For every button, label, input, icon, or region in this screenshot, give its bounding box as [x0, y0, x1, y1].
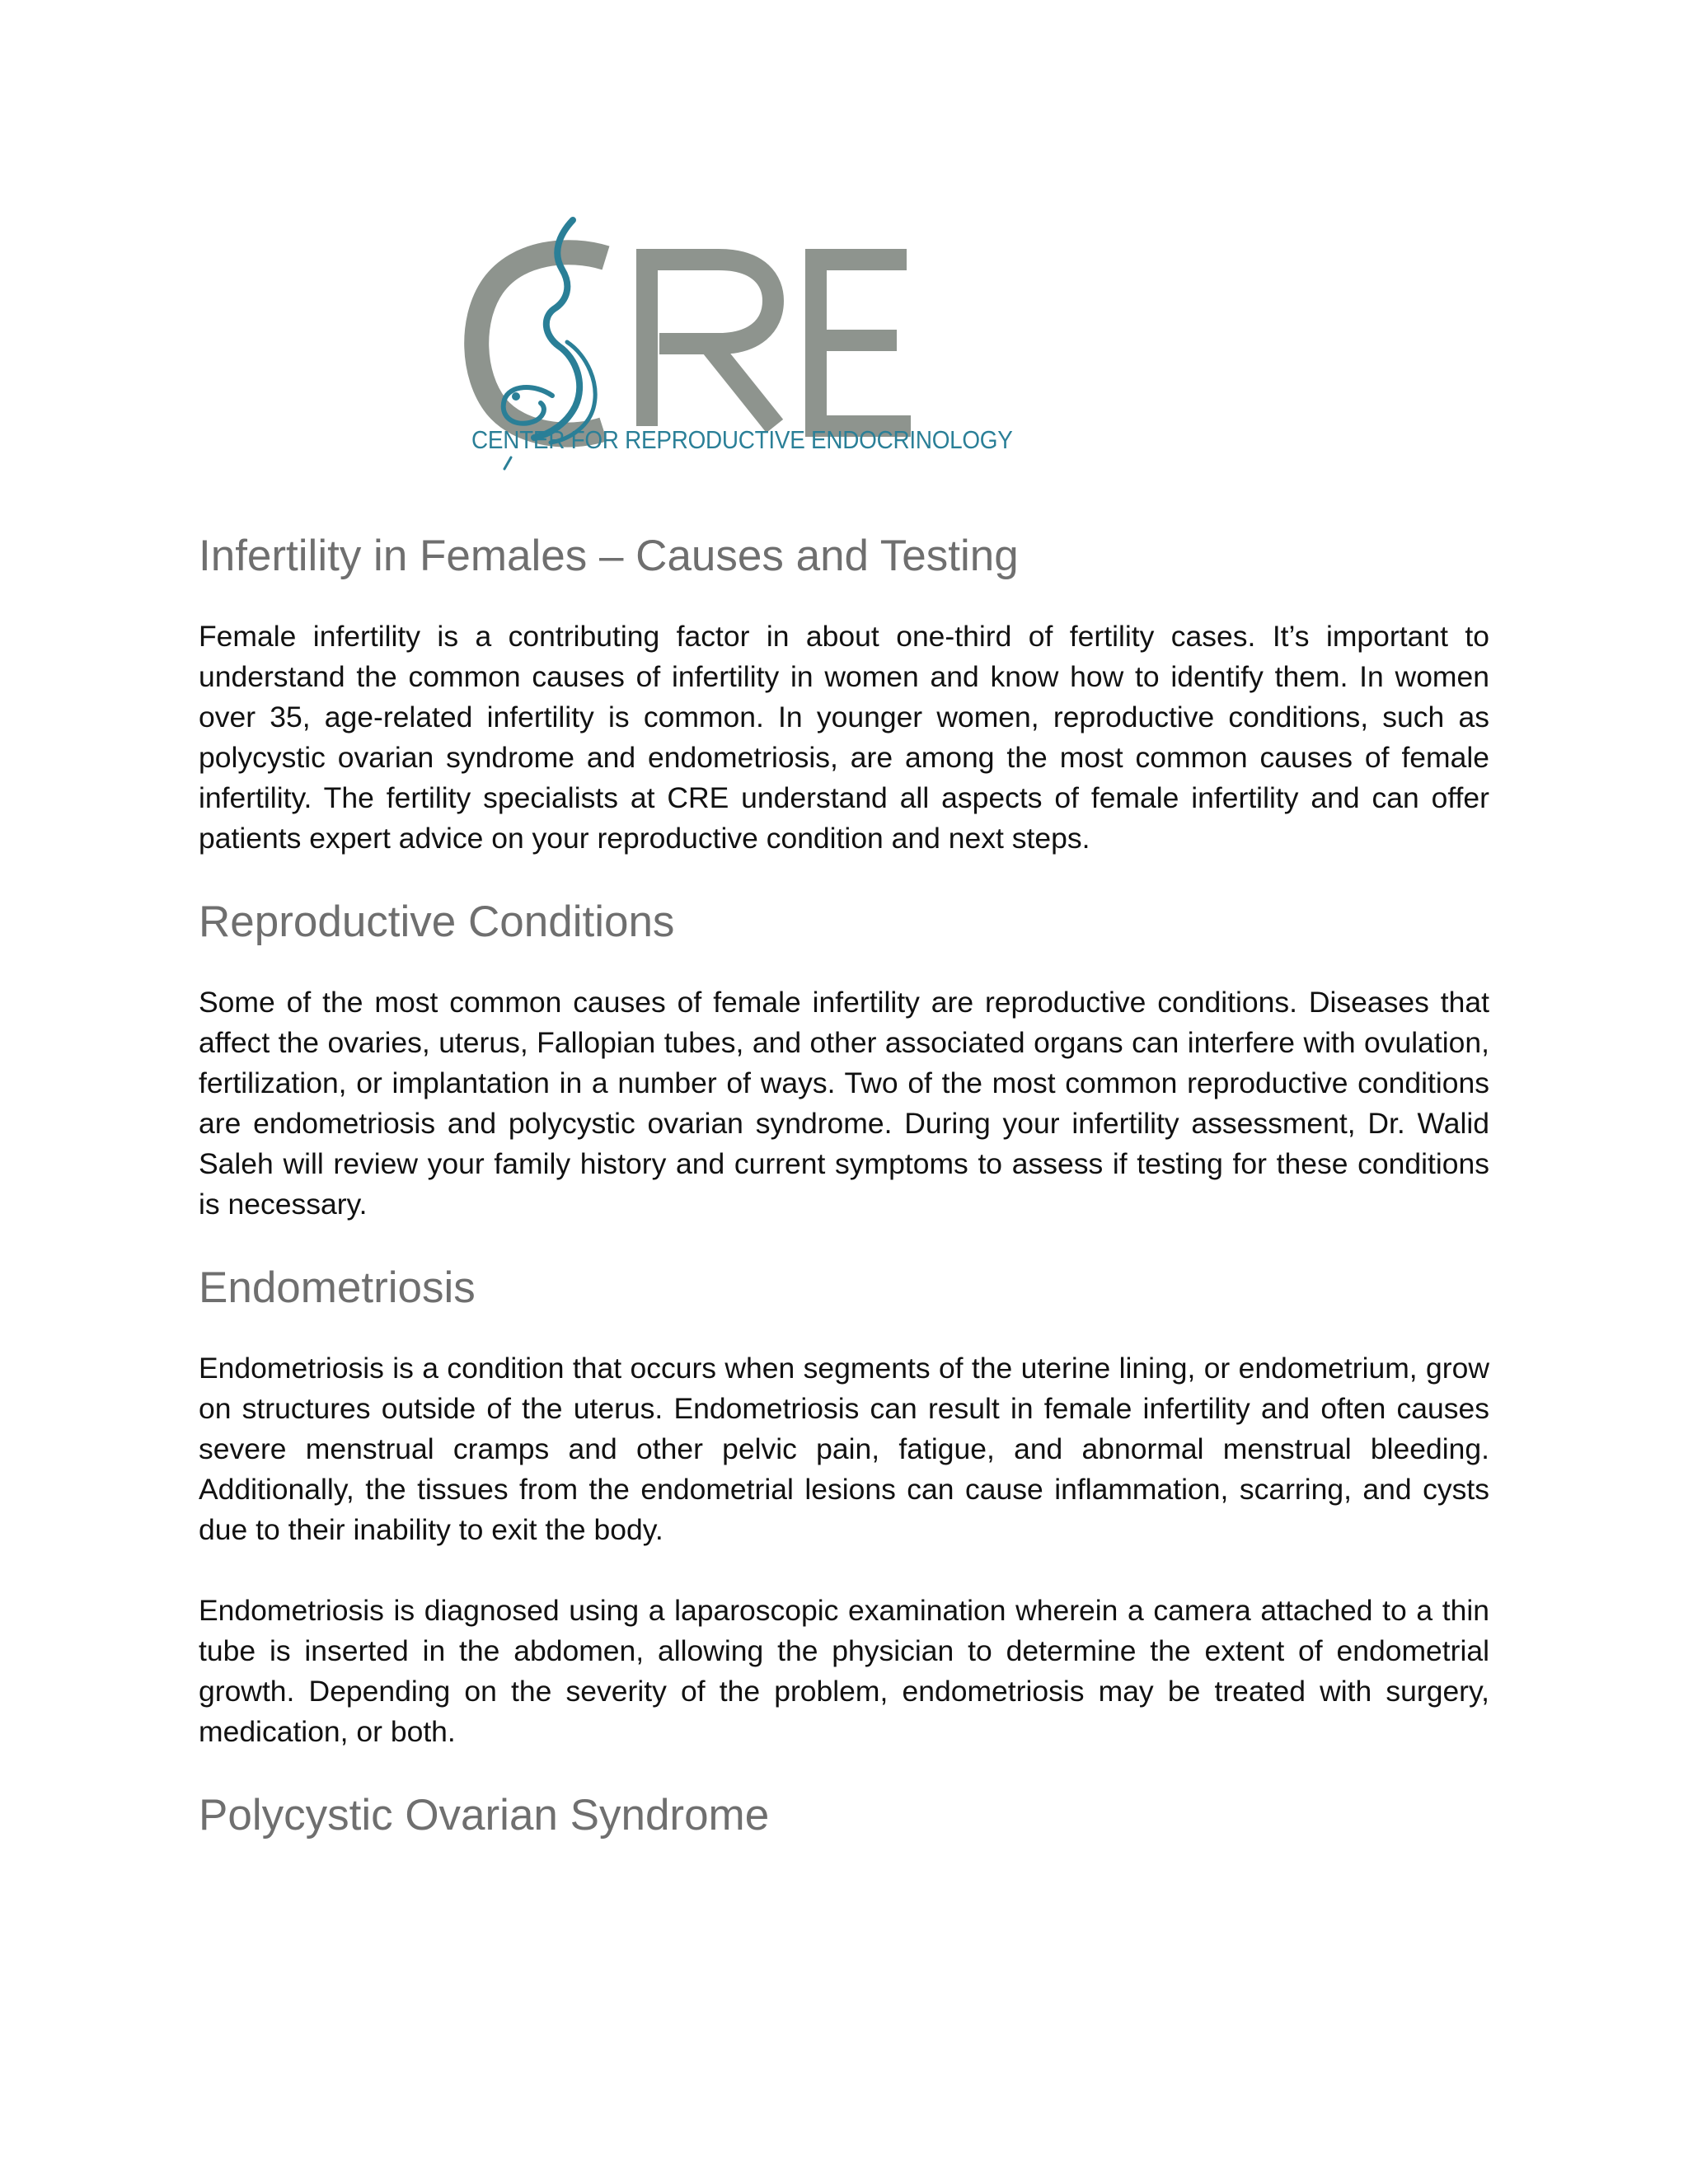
section-heading-endometriosis: Endometriosis: [199, 1263, 476, 1312]
page-title: Infertility in Females – Causes and Testing: [199, 532, 1019, 580]
section-heading-pcos: Polycystic Ovarian Syndrome: [199, 1791, 770, 1840]
logo-tagline: CENTER FOR REPRODUCTIVE ENDOCRINOLOGY: [471, 425, 1013, 454]
endometriosis-paragraph-2: Endometriosis is diagnosed using a laparoscopic examination wherein a camera attached to a thin tube is inserted in the abdomen, allowing the physician to determine the extent of endometrial growth. Depending on the severity of the problem, endometriosis may be treated with surgery, medication, or both.: [199, 1594, 1489, 1748]
endometriosis-paragraph-1: Endometriosis is a condition that occurs when segments of the uterine lining, or endometrium, grow on structures outside of the uterus. Endometriosis can result in female infertility and often causes severe menstrual cramps and other pelvic pain, fatigue, and abnormal menstrual bleeding. Additionally, the tissues from the endometrial lesions can cause inflammation, scarring, and cysts due to their inability to exit the body.: [199, 1352, 1489, 1546]
intro-paragraph: Female infertility is a contributing factor in about one-third of fertility cases. It’s important to understand the common causes of infertility in women and know how to identify them. In women over 35, age-related infertility is common. In younger women, reproductive conditions, such as polycystic ovarian syndrome and endometriosis, are among the most common causes of female infertility. The fertility specialists at CRE understand all aspects of female infertility and can offer patients expert advice on your reproductive condition and next steps.: [199, 620, 1489, 855]
section-heading-reproductive-conditions: Reproductive Conditions: [199, 898, 675, 946]
document-body: [199, 527, 1489, 1876]
cre-logo: [462, 210, 1022, 474]
reproductive-conditions-paragraph: Some of the most common causes of female infertility are reproductive conditions. Diseases that affect the ovaries, uterus, Fallopian tubes, and other associated organs can interfere with ovulation, fertilization, or implantation in a number of ways. Two of the most common reproductive conditions are endometriosis and polycystic ovarian syndrome. During your infertility assessment, Dr. Walid Saleh will review your family history and current symptoms to assess if testing for these conditions is necessary.: [199, 986, 1489, 1221]
